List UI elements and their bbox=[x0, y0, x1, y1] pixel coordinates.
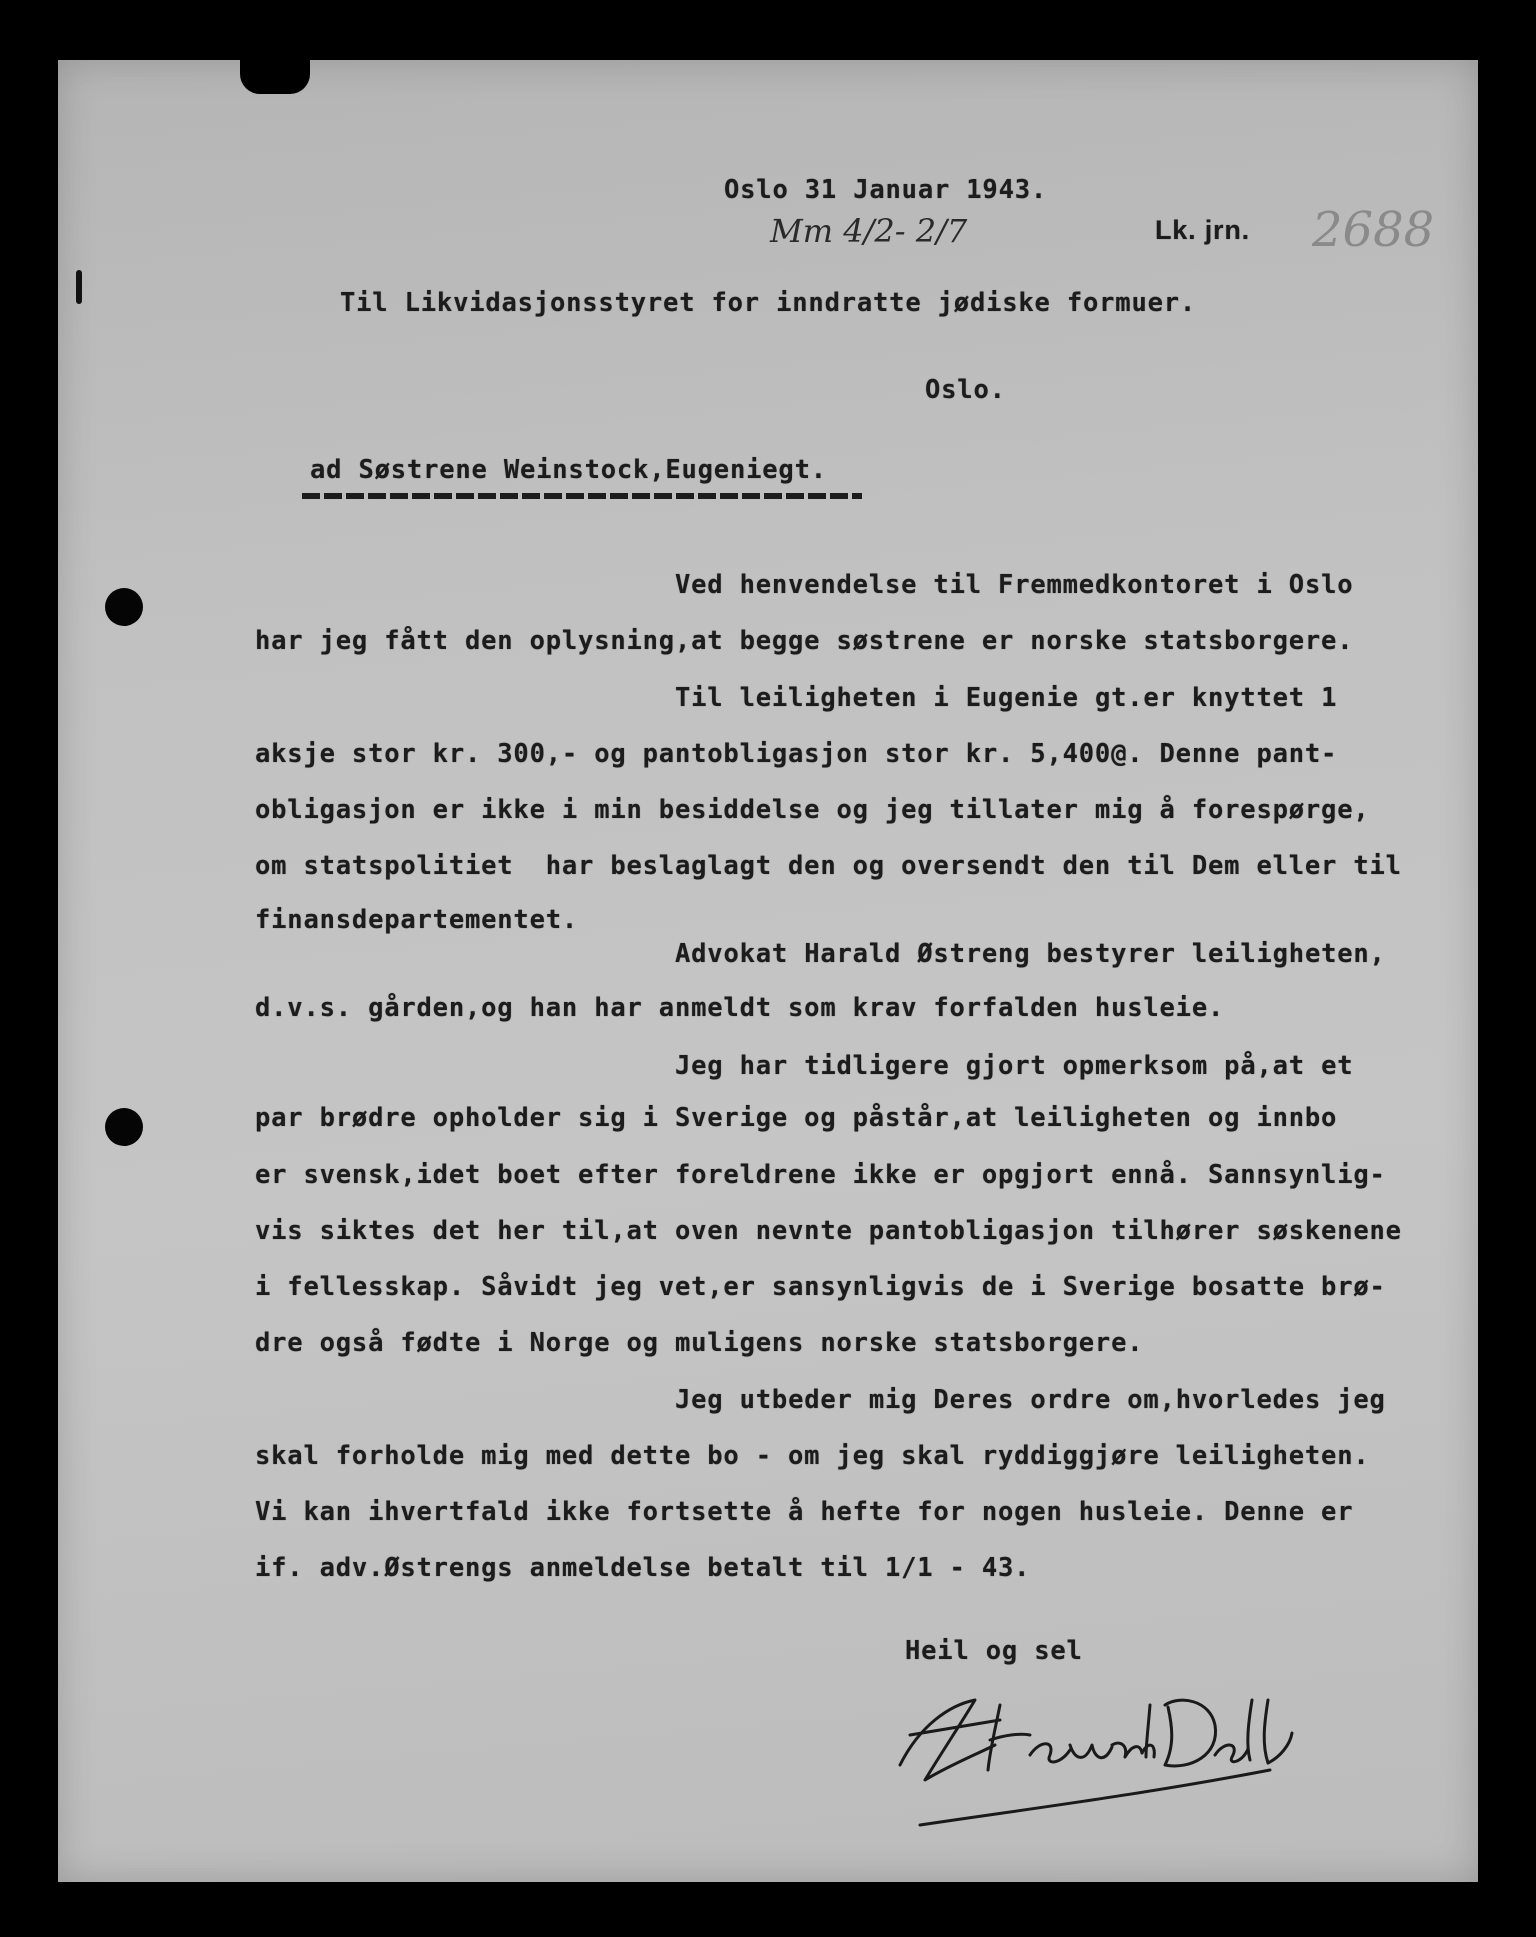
body-line: skal forholde mig med dette bo - om jeg skal ryddiggjøre leiligheten. bbox=[255, 1441, 1370, 1471]
body-line: Til leiligheten i Eugenie gt.er knyttet 1 bbox=[675, 683, 1338, 713]
body-line: Ved henvendelse til Fremmedkontoret i Oslo bbox=[675, 570, 1354, 600]
body-line: i fellesskap. Såvidt jeg vet,er sansynligvis de i Sverige bosatte brø- bbox=[255, 1272, 1386, 1302]
journal-number: 2688 bbox=[1312, 202, 1435, 258]
binder-hole-top bbox=[105, 588, 143, 626]
body-line: obligasjon er ikke i min besiddelse og jeg tillater mig å forespørge, bbox=[255, 795, 1370, 825]
handwritten-note: Mm 4/2- 2/7 bbox=[770, 212, 968, 250]
closing-line: Heil og sel bbox=[905, 1636, 1083, 1666]
body-line: Advokat Harald Østreng bestyrer leiligheten, bbox=[675, 939, 1386, 969]
body-line: Jeg utbeder mig Deres ordre om,hvorledes jeg bbox=[675, 1385, 1386, 1415]
body-line: d.v.s. gården,og han har anmeldt som krav forfalden husleie. bbox=[255, 993, 1225, 1023]
body-line: finansdepartementet. bbox=[255, 905, 579, 935]
journal-label: Lk. jrn. bbox=[1155, 215, 1250, 245]
body-line: dre også fødte i Norge og muligens norske statsborgere. bbox=[255, 1328, 1144, 1358]
body-line: vis siktes det her til,at oven nevnte pantobligasjon tilhører søskenene bbox=[255, 1216, 1402, 1246]
handwritten-signature bbox=[880, 1645, 1300, 1835]
binder-hole-bottom bbox=[105, 1108, 143, 1146]
subject-underline bbox=[302, 493, 862, 499]
date-line: Oslo 31 Januar 1943. bbox=[724, 175, 1048, 205]
subject-line: ad Søstrene Weinstock,Eugeniegt. bbox=[310, 455, 827, 485]
recipient-city: Oslo. bbox=[925, 375, 1006, 405]
body-line: par brødre opholder sig i Sverige og påstår,at leiligheten og innbo bbox=[255, 1103, 1338, 1133]
body-line: if. adv.Østrengs anmeldelse betalt til 1/1 - 43. bbox=[255, 1553, 1031, 1583]
body-line: Jeg har tidligere gjort opmerksom på,at et bbox=[675, 1051, 1354, 1081]
document-page bbox=[58, 60, 1478, 1882]
body-line: aksje stor kr. 300,- og pantobligasjon stor kr. 5,400@. Denne pant- bbox=[255, 739, 1338, 769]
body-line: er svensk,idet boet efter foreldrene ikke er opgjort ennå. Sannsynlig- bbox=[255, 1160, 1386, 1190]
scan-mark-top bbox=[240, 60, 310, 94]
body-line: om statspolitiet har beslaglagt den og oversendt den til Dem eller til bbox=[255, 851, 1402, 881]
body-line: Vi kan ihvertfald ikke fortsette å hefte for nogen husleie. Denne er bbox=[255, 1497, 1354, 1527]
body-line: har jeg fått den oplysning,at begge søstrene er norske statsborgere. bbox=[255, 626, 1354, 656]
recipient-line: Til Likvidasjonsstyret for inndratte jødiske formuer. bbox=[340, 288, 1197, 318]
scan-mark bbox=[76, 270, 82, 304]
